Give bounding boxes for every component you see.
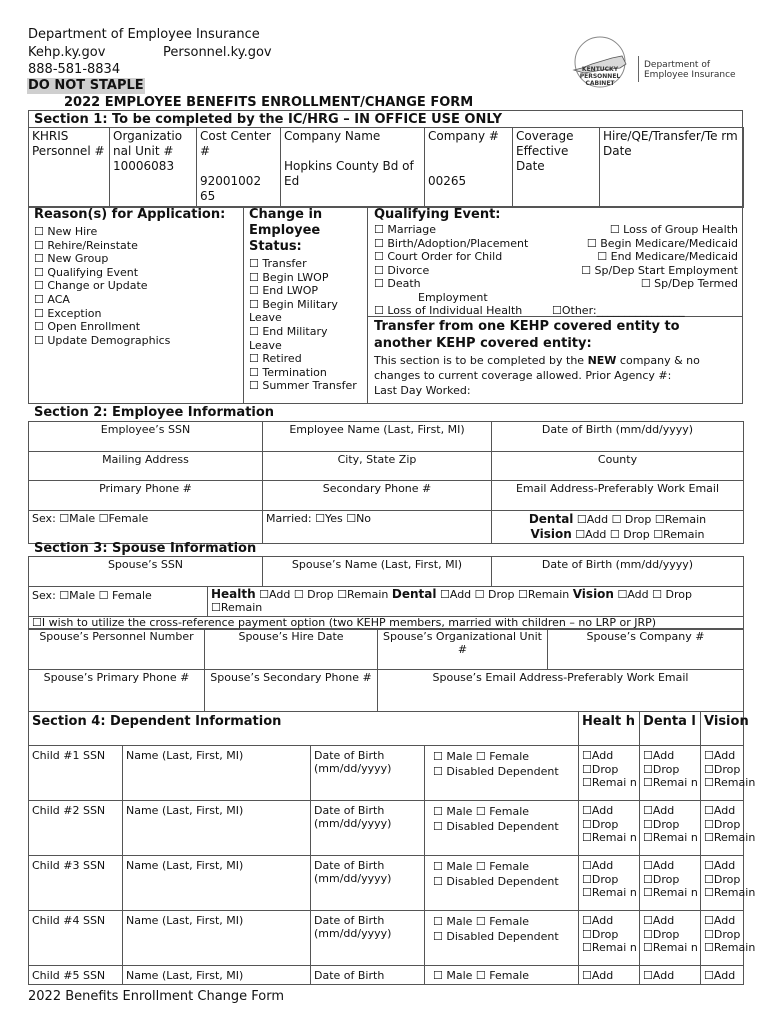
cost-center-cell[interactable]: Cost Center # 92001002 65 (197, 128, 281, 208)
qualifying-option[interactable]: ☐ Loss of Group Health (609, 223, 738, 236)
qualifying-option[interactable]: ☐ Sp/Dep Termed (640, 277, 738, 291)
do-not-staple: DO NOT STAPLE (28, 78, 144, 93)
status-option[interactable]: ☐ End LWOP (249, 284, 319, 298)
status-option[interactable]: ☐ Begin Military Leave (249, 297, 338, 325)
logo-cabinet: CABINET (585, 80, 615, 87)
employee-sex-cell[interactable]: Sex: ☐Male ☐Female (29, 511, 263, 544)
child-sex-option[interactable]: ☐ Male ☐ Female (433, 860, 530, 873)
employee-ssn-cell[interactable]: Employee’s SSN (29, 422, 263, 452)
child-vision-cell[interactable]: ☐Add ☐Drop ☐Remain (701, 856, 744, 911)
child-name-cell[interactable]: Name (Last, First, MI) (123, 801, 311, 856)
qualifying-option[interactable]: ☐ Birth/Adoption/Placement (374, 236, 529, 250)
child-dob-cell[interactable]: Date of Birth (mm/dd/yyyy) (311, 801, 425, 856)
child-vision-cell[interactable]: ☐Add (701, 966, 744, 985)
child-sex-cell[interactable] (425, 801, 579, 856)
reason-option[interactable]: ☐ Open Enrollment (34, 320, 141, 334)
logo-personnel: PERSONNEL (579, 73, 621, 80)
child-disabled-option[interactable]: ☐ Disabled Dependent (433, 765, 559, 778)
secondary-phone-cell[interactable]: Secondary Phone # (263, 481, 492, 511)
child-name-cell[interactable]: Name (Last, First, MI) (123, 911, 311, 966)
employee-dob-cell[interactable]: Date of Birth (mm/dd/yyyy) (492, 422, 744, 452)
qualifying-option[interactable]: ☐ End Medicare/Medicaid (597, 250, 738, 264)
spouse-personnel-number-cell[interactable]: Spouse’s Personnel Number (29, 629, 205, 670)
reason-option[interactable]: ☐ New Hire (34, 225, 98, 238)
company-name-cell[interactable]: Company Name Hopkins County Bd of Ed (281, 128, 425, 208)
child-disabled-option[interactable]: ☐ Disabled Dependent (433, 930, 559, 943)
mailing-address-cell[interactable]: Mailing Address (29, 452, 263, 481)
child-vision-cell[interactable]: ☐Add ☐Drop ☐Remain (701, 911, 744, 966)
spouse-org-unit-cell[interactable]: Spouse’s Organizational Unit # (378, 629, 548, 670)
qualifying-option[interactable]: ☐ Sp/Dep Start Employment (581, 263, 738, 277)
married-cell[interactable]: Married: ☐Yes ☐No (263, 511, 492, 544)
city-state-zip-cell[interactable]: City, State Zip (263, 452, 492, 481)
section3-table-b (28, 586, 744, 630)
reason-option[interactable]: ☐ New Group (34, 252, 109, 266)
spouse-coverage-cell[interactable]: Health ☐Add ☐ Drop ☐Remain Dental ☐Add ☐ Drop ☐Remain Vision ☐Add ☐ Drop ☐Remain (208, 587, 744, 617)
logo-dept-line1: Department of (644, 60, 710, 70)
qualifying-right (542, 223, 738, 291)
spouse-primary-phone-cell[interactable]: Spouse’s Primary Phone # (29, 670, 205, 712)
status-option[interactable]: ☐ End Military Leave (249, 324, 328, 352)
status-option[interactable]: ☐ Begin LWOP (249, 270, 329, 284)
spouse-dob-cell[interactable]: Date of Birth (mm/dd/yyyy) (492, 557, 744, 587)
dental-header: Denta l (640, 712, 701, 746)
child-dob-cell[interactable]: Date of Birth (mm/dd/yyyy) (311, 746, 425, 801)
spouse-sex-cell[interactable]: Sex: ☐Male ☐ Female (29, 587, 208, 617)
status-title: Change in Employee Status: (249, 207, 323, 254)
spouse-ssn-cell[interactable]: Spouse’s SSN (29, 557, 263, 587)
child-sex-option[interactable]: ☐ Male ☐ Female (433, 805, 530, 818)
status-option[interactable]: ☐ Transfer (249, 257, 307, 270)
qualifying-option[interactable]: ☐ Marriage (374, 223, 436, 236)
child-ssn-cell[interactable]: Child #4 SSN (29, 911, 123, 966)
child-vision-cell[interactable]: ☐Add ☐Drop ☐Remain (701, 746, 744, 801)
kehp-website: Kehp.ky.gov (28, 45, 106, 60)
section2-title: Section 2: Employee Information (34, 405, 275, 420)
qualifying-option[interactable]: ☐ Court Order for Child (374, 250, 503, 264)
child-name-cell[interactable]: Name (Last, First, MI) (123, 856, 311, 911)
child-dob-cell[interactable]: Date of Birth (mm/dd/yyyy) (311, 856, 425, 911)
child-sex-cell[interactable] (425, 856, 579, 911)
kentucky-personnel-logo (562, 34, 742, 94)
child-ssn-cell[interactable]: Child #2 SSN (29, 801, 123, 856)
section3-table-c (28, 628, 744, 670)
section2-table (28, 421, 744, 544)
transfer-title: Transfer from one KEHP covered entity to another KEHP covered entity: (374, 319, 680, 351)
khris-cell[interactable]: KHRIS Personnel # (29, 128, 110, 208)
child-disabled-option[interactable]: ☐ Disabled Dependent (433, 875, 559, 888)
spouse-name-cell[interactable]: Spouse’s Name (Last, First, MI) (263, 557, 492, 587)
qualifying-left (374, 223, 559, 291)
section1-table (28, 127, 744, 208)
qualifying-option[interactable]: ☐ Divorce (374, 263, 430, 277)
child-dental-cell[interactable]: ☐Add ☐Drop ☐Remai n (640, 911, 701, 966)
coverage-date-cell[interactable]: Coverage Effective Date (513, 128, 600, 208)
logo-dept-line2: Employee Insurance (644, 70, 736, 80)
reasons-title: Reason(s) for Application: (34, 207, 226, 222)
dept-name: Department of Employee Insurance (28, 27, 260, 42)
child-sex-cell[interactable]: ☐ Male ☐ Female (425, 966, 579, 985)
child-sex-option[interactable]: ☐ Male ☐ Female (433, 750, 530, 763)
reasons-list (34, 225, 239, 347)
reason-option[interactable]: ☐ Qualifying Event (34, 265, 139, 279)
spouse-email-cell[interactable]: Spouse’s Email Address-Preferably Work Email (378, 670, 744, 712)
spouse-secondary-phone-cell[interactable]: Spouse’s Secondary Phone # (205, 670, 378, 712)
footer-title: 2022 Benefits Enrollment Change Form (28, 989, 285, 1004)
child-ssn-cell[interactable]: Child #1 SSN (29, 746, 123, 801)
reason-option[interactable]: ☐ Rehire/Reinstate (34, 238, 138, 252)
reason-option[interactable]: ☐ Change or Update (34, 279, 148, 293)
qualifying-loss-individual[interactable]: ☐ Loss of Individual Health (374, 304, 523, 317)
section4-table (28, 711, 756, 985)
org-unit-cell[interactable]: Organizatio nal Unit # 10006083 (110, 128, 197, 208)
child-sex-option[interactable]: ☐ Male ☐ Female (433, 915, 530, 928)
status-option[interactable]: ☐ Termination (249, 365, 327, 379)
child-health-cell[interactable]: ☐Add ☐Drop ☐Remai n (579, 801, 640, 856)
qualifying-option[interactable]: ☐ Begin Medicare/Medicaid (586, 236, 738, 250)
spouse-hire-date-cell[interactable]: Spouse’s Hire Date (205, 629, 378, 670)
section4-title-cell: Section 4: Dependent Information (29, 712, 579, 746)
section3-table-d (28, 669, 744, 712)
child-disabled-option[interactable]: ☐ Disabled Dependent (433, 820, 559, 833)
child-vision-cell[interactable]: ☐Add ☐Drop ☐Remain (701, 801, 744, 856)
reason-option[interactable]: ☐ Update Demographics (34, 333, 171, 347)
qualifying-title: Qualifying Event: (374, 207, 501, 222)
dental-vision-cell[interactable]: Dental ☐Add ☐ Drop ☐Remain Vision ☐Add ☐ Drop ☐Remain (492, 511, 744, 544)
spouse-company-number-cell[interactable]: Spouse’s Company # (548, 629, 744, 670)
section3-title: Section 3: Spouse Information (34, 541, 257, 556)
health-header: Healt h (579, 712, 640, 746)
child-health-cell[interactable]: ☐Add ☐Drop ☐Remai n (579, 746, 640, 801)
reason-option[interactable]: ☐ Exception (34, 306, 102, 320)
status-option[interactable]: ☐ Retired (249, 352, 302, 366)
child-dental-cell[interactable]: ☐Add ☐Drop ☐Remai n (640, 801, 701, 856)
form-title: 2022 EMPLOYEE BENEFITS ENROLLMENT/CHANGE FORM (64, 95, 474, 110)
vision-header: Vision (701, 712, 744, 746)
status-option[interactable]: ☐ Summer Transfer (249, 379, 357, 393)
child-name-cell[interactable]: Name (Last, First, MI) (123, 746, 311, 801)
child-ssn-cell[interactable]: Child #3 SSN (29, 856, 123, 911)
employee-name-cell[interactable]: Employee Name (Last, First, MI) (263, 422, 492, 452)
company-number-cell[interactable]: Company # 00265 (425, 128, 513, 208)
primary-phone-cell[interactable]: Primary Phone # (29, 481, 263, 511)
child-dob-cell[interactable]: Date of Birth (311, 966, 425, 985)
child-sex-cell[interactable] (425, 911, 579, 966)
cross-reference-option[interactable]: ☐I wish to utilize the cross-reference payment option (two KEHP members, married with children – no LRP or JRP) (29, 617, 744, 630)
transfer-description: This section is to be completed by the NEW company & no changes to current coverage allowed. Prior Agency #: (374, 354, 700, 382)
child-health-cell[interactable]: ☐Add ☐Drop ☐Remai n (579, 911, 640, 966)
county-cell[interactable]: County (492, 452, 744, 481)
hire-date-cell[interactable]: Hire/QE/Transfer/Te rm Date (600, 128, 744, 208)
child-health-cell[interactable]: ☐Add (579, 966, 640, 985)
transfer-last-day[interactable]: Last Day Worked: (374, 384, 471, 397)
section3-table-a (28, 556, 744, 587)
qualifying-option[interactable]: ☐ Death (374, 277, 421, 291)
status-list (249, 257, 363, 393)
qualifying-other[interactable]: ☐Other:________________ (552, 304, 685, 317)
section1-title: Section 1: To be completed by the IC/HRG – IN OFFICE USE ONLY (34, 112, 503, 127)
qualifying-employment: Employment (418, 291, 488, 304)
logo-kentucky: KENTUCKY (581, 66, 619, 73)
child-dental-cell[interactable]: ☐Add ☐Drop ☐Remai n (640, 746, 701, 801)
child-name-cell[interactable]: Name (Last, First, MI) (123, 966, 311, 985)
child-sex-cell[interactable] (425, 746, 579, 801)
email-cell[interactable]: Email Address-Preferably Work Email (492, 481, 744, 511)
phone-number: 888-581-8834 (28, 62, 121, 77)
child-dental-cell[interactable]: ☐Add ☐Drop ☐Remai n (640, 856, 701, 911)
child-dob-cell[interactable]: Date of Birth (mm/dd/yyyy) (311, 911, 425, 966)
child-ssn-cell[interactable]: Child #5 SSN (29, 966, 123, 985)
reason-option[interactable]: ☐ ACA (34, 292, 70, 306)
child-health-cell[interactable]: ☐Add ☐Drop ☐Remai n (579, 856, 640, 911)
personnel-website: Personnel.ky.gov (163, 45, 272, 60)
child-dental-cell[interactable]: ☐Add (640, 966, 701, 985)
